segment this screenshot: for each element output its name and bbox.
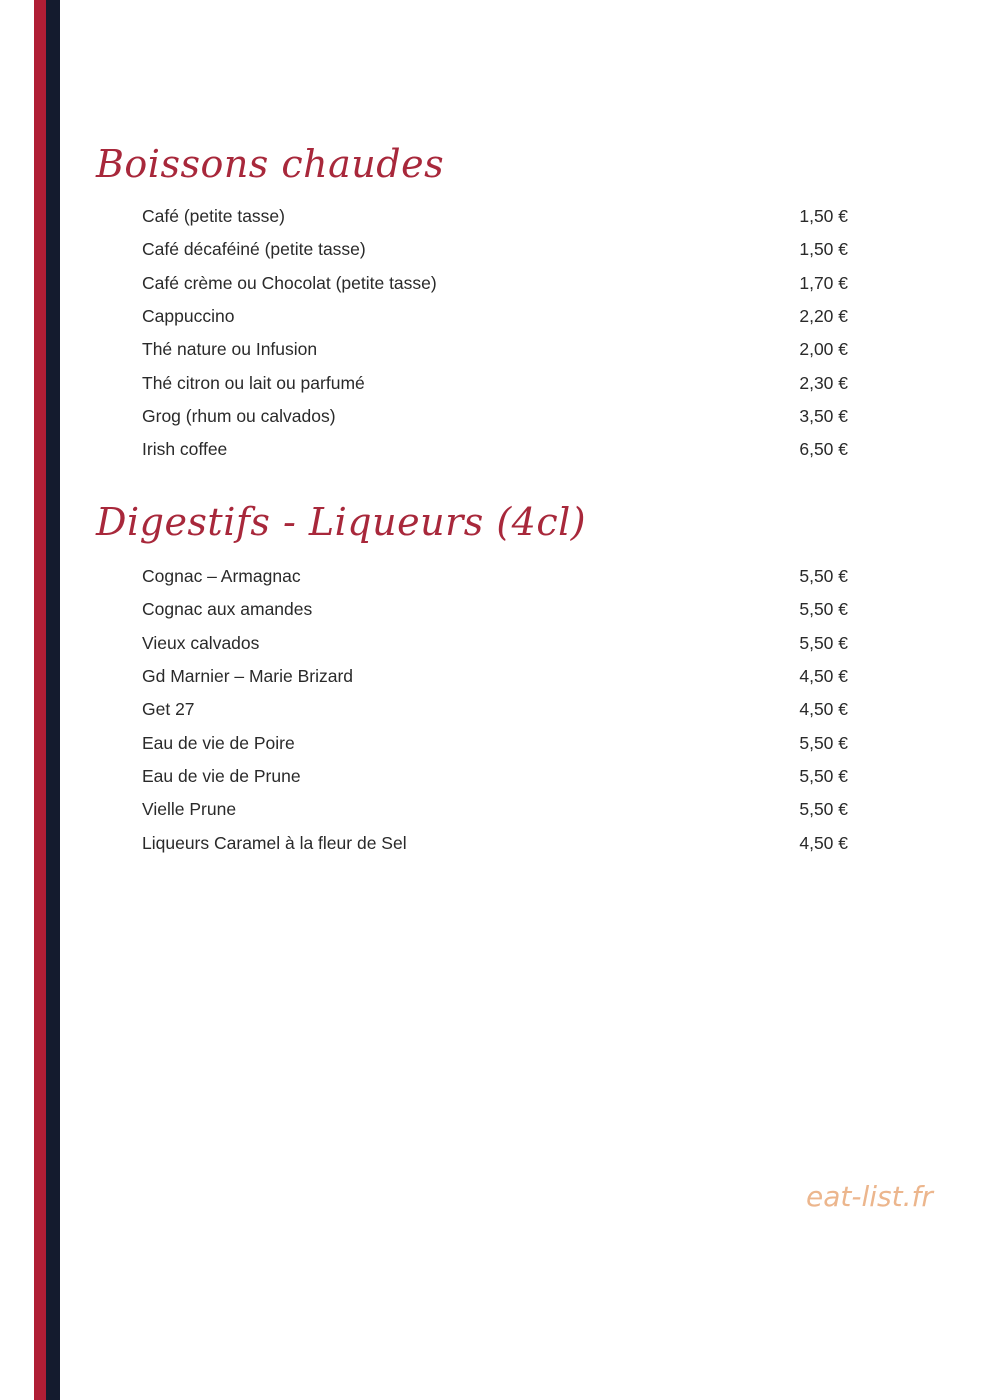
menu-list-digestifs-liqueurs bbox=[142, 560, 848, 860]
menu-item bbox=[142, 267, 848, 300]
menu-item bbox=[142, 693, 848, 726]
menu-item bbox=[142, 433, 848, 466]
left-border-red-stripe bbox=[34, 0, 46, 1400]
item-name: Irish coffee bbox=[142, 439, 228, 460]
item-name: Café décaféiné (petite tasse) bbox=[142, 239, 366, 260]
item-price: 5,50 € bbox=[799, 632, 848, 653]
item-price: 5,50 € bbox=[799, 599, 848, 620]
menu-item bbox=[142, 793, 848, 826]
menu-item bbox=[142, 333, 848, 366]
menu-item bbox=[142, 760, 848, 793]
menu-item bbox=[142, 200, 848, 233]
item-price: 4,50 € bbox=[799, 699, 848, 720]
item-price: 4,50 € bbox=[799, 832, 848, 853]
item-price: 2,30 € bbox=[799, 372, 848, 393]
item-price: 4,50 € bbox=[799, 666, 848, 687]
item-name: Vielle Prune bbox=[142, 799, 237, 820]
item-name: Thé nature ou Infusion bbox=[142, 339, 318, 360]
item-name: Grog (rhum ou calvados) bbox=[142, 405, 336, 426]
item-name: Cappuccino bbox=[142, 306, 235, 327]
section-title-digestifs-liqueurs: Digestifs - Liqueurs (4cl) bbox=[96, 500, 587, 544]
menu-item bbox=[142, 366, 848, 399]
item-name: Thé citron ou lait ou parfumé bbox=[142, 372, 365, 393]
item-price: 1,50 € bbox=[799, 239, 848, 260]
item-name: Cognac – Armagnac bbox=[142, 566, 301, 587]
item-price: 5,50 € bbox=[799, 799, 848, 820]
left-border-navy-stripe bbox=[46, 0, 60, 1400]
item-price: 1,50 € bbox=[799, 206, 848, 227]
item-name: Café (petite tasse) bbox=[142, 206, 285, 227]
menu-item bbox=[142, 660, 848, 693]
watermark-text: eat-list.fr bbox=[806, 1180, 933, 1213]
item-price: 6,50 € bbox=[799, 439, 848, 460]
section-title-boissons-chaudes: Boissons chaudes bbox=[96, 142, 445, 186]
item-name: Cognac aux amandes bbox=[142, 599, 313, 620]
item-price: 5,50 € bbox=[799, 732, 848, 753]
menu-item bbox=[142, 826, 848, 859]
menu-item bbox=[142, 233, 848, 266]
item-price: 3,50 € bbox=[799, 405, 848, 426]
menu-item bbox=[142, 560, 848, 593]
item-name: Café crème ou Chocolat (petite tasse) bbox=[142, 272, 437, 293]
item-name: Vieux calvados bbox=[142, 632, 260, 653]
item-name: Gd Marnier – Marie Brizard bbox=[142, 666, 354, 687]
menu-item bbox=[142, 300, 848, 333]
item-price: 1,70 € bbox=[799, 272, 848, 293]
item-price: 5,50 € bbox=[799, 765, 848, 786]
menu-item bbox=[142, 726, 848, 759]
item-price: 2,20 € bbox=[799, 306, 848, 327]
item-price: 5,50 € bbox=[799, 566, 848, 587]
item-name: Eau de vie de Poire bbox=[142, 732, 295, 753]
menu-list-boissons-chaudes bbox=[142, 200, 848, 466]
item-name: Eau de vie de Prune bbox=[142, 765, 301, 786]
item-price: 2,00 € bbox=[799, 339, 848, 360]
item-name: Liqueurs Caramel à la fleur de Sel bbox=[142, 832, 407, 853]
menu-item bbox=[142, 400, 848, 433]
menu-item bbox=[142, 593, 848, 626]
menu-item bbox=[142, 627, 848, 660]
item-name: Get 27 bbox=[142, 699, 195, 720]
